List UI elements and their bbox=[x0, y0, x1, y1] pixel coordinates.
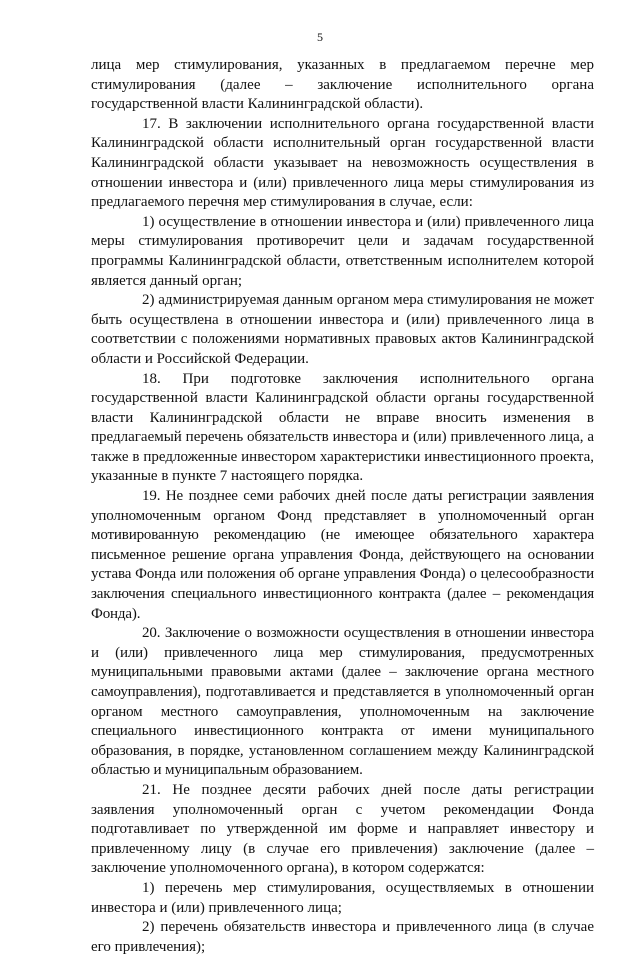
paragraph-21: 21. Не позднее десяти рабочих дней после даты регистрации заявления уполномоченный орган с учетом рекомендации Фонда подготавливает по утвержденной им форме и направляет инвестору и привлеченному лицу (в случае его привлечения) заключение (далее – заключение уполномоченного органа), в котором содержатся: bbox=[91, 781, 594, 877]
paragraph-19: 19. Не позднее семи рабочих дней после даты регистрации заявления уполномоченным органом Фонд представляет в уполномоченный орган мотивированную рекомендацию (не имеющее обязательного характера письменное решение органа управления Фонда, действующего на основании устава Фонда или положения об органе управления Фонда) о целесообразности заключения специального инвестиционного контракта (далее – рекомендация Фонда). bbox=[91, 488, 594, 622]
paragraph-21-item-2: 2) перечень обязательств инвестора и привлеченного лица (в случае его привлечения); bbox=[91, 919, 594, 955]
document-body bbox=[91, 56, 594, 957]
paragraph-17-item-1: 1) осуществление в отношении инвестора и (или) привлеченного лица меры стимулирования противоречит цели и задачам государственной программы Калининградской области, ответственным исполнителем которой является данный орган; bbox=[91, 213, 594, 289]
paragraph-continuation: лица мер стимулирования, указанных в предлагаемом перечне мер стимулирования (далее – заключение исполнительного органа государственной власти Калининградской области). bbox=[91, 57, 594, 113]
paragraph-21-item-1: 1) перечень мер стимулирования, осуществляемых в отношении инвестора и (или) привлеченного лица; bbox=[91, 879, 594, 916]
paragraph-17-item-2: 2) администрируемая данным органом мера стимулирования не может быть осуществлена в отношении инвестора и (или) привлеченного лица в соответствии с положениями нормативных правовых актов Калининградской области и Российской Федерации. bbox=[91, 292, 594, 367]
paragraph-20: 20. Заключение о возможности осуществления в отношении инвестора и (или) привлеченного лица мер стимулирования, предусмотренных муниципальными правовыми актами (далее – заключение органа местного самоуправления), подготавливается и представляется в уполномоченный орган органом местного самоуправления, уполномоченным на заключение специального инвестиционного контракта от имени муниципального образования, в порядке, установленном соглашением между Калининградской областью и муниципальным образованием. bbox=[91, 625, 594, 779]
paragraph-18: 18. При подготовке заключения исполнительного органа государственной власти Калининградской области органы государственной власти Калининградской области не вправе вносить изменения в предлагаемый перечень обязательств инвестора и (или) привлеченного лица, а также в предложенные инвестором характеристики инвестиционного проекта, указанные в пункте 7 настоящего порядка. bbox=[91, 370, 594, 485]
page-number: 5 bbox=[317, 30, 323, 44]
paragraph-17: 17. В заключении исполнительного органа государственной власти Калининградской области исполнительный орган государственной власти Калининградской области указывает на невозможность осуществления в отношении инвестора и (или) привлеченного лица меры стимулирования из предлагаемого перечня мер стимулирования в случае, если: bbox=[91, 115, 594, 211]
